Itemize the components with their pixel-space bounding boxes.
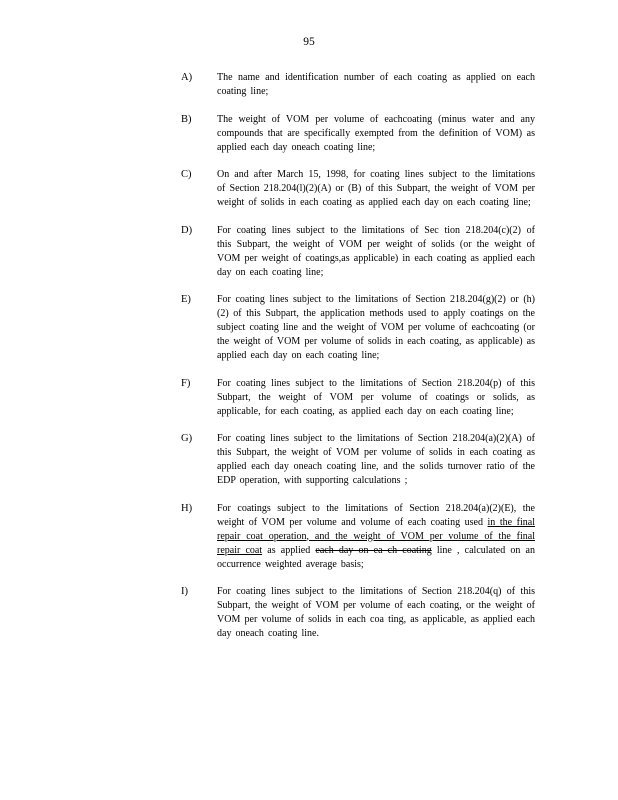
item-text: For coating lines subject to the limitations of Section 218.204(p) of this Subpart, the weight of VOM per volume of coatings or solids, as applicable, for each coating, as applied each day on each coating line; (217, 377, 535, 417)
item-text-part: line , calculated on an occurrence weighted average basis; (217, 544, 535, 570)
strikethrough-deletion: each day on ea ch coating (315, 544, 432, 556)
list-item-b (181, 113, 551, 155)
item-text: For coating lines subject to the limitations of Sec tion 218.204(c)(2) of this Subpart, the weight of VOM per weight of solids (or the weight of VOM per weight of coatings,as applicable) in each coating as applied each day on each coating line; (217, 224, 535, 278)
list-item-f (181, 377, 551, 419)
item-letter: F) (181, 377, 191, 389)
item-letter: D) (181, 224, 193, 236)
item-letter: G) (181, 433, 193, 444)
list-item-g (181, 432, 551, 488)
page-number: 95 (303, 36, 315, 48)
list-item-c (181, 168, 551, 210)
item-text (217, 502, 535, 572)
requirements-list (181, 71, 551, 655)
item-text: For coating lines subject to the limitations of Section 218.204(q) of this Subpart, the weight of VOM per volume of each coating, or the weight of VOM per volume of solids in each coa ting, as applicable, as applied each day oneach coating line. (217, 586, 535, 639)
item-text-part: For coatings subject to the limitations of Section 218.204(a)(2)(E), the weight of VOM per volume and volume of each coating used (217, 502, 535, 528)
item-letter: I) (181, 586, 188, 597)
list-item-h (181, 502, 551, 572)
item-text-part: as applied (262, 544, 316, 556)
item-letter: E) (181, 294, 191, 305)
item-letter: C) (181, 169, 192, 180)
item-letter: H) (181, 502, 193, 514)
item-text: The weight of VOM per volume of eachcoating (minus water and any compounds that are specifically exempted from the definition of VOM) as applied each day oneach coating line; (217, 113, 535, 153)
list-item-e (181, 293, 551, 363)
list-item-a (181, 71, 551, 99)
item-text: On and after March 15, 1998, for coating lines subject to the limitations of Section 218.204(l)(2)(A) or (B) of this Subpart, the weight of VOM per weight of solids in each coating as applied each day on each coating line; (217, 169, 535, 208)
item-text: The name and identification number of each coating as applied on each coating line; (217, 72, 535, 97)
list-item-i (181, 585, 551, 641)
list-item-d (181, 224, 551, 280)
item-letter: A) (181, 72, 193, 83)
item-text: For coating lines subject to the limitations of Section 218.204(g)(2) or (h)(2) of this Subpart, the application methods used to apply coatings on the subject coating line and the weight of VOM per volume of eachcoating (or the weight of VOM per volume of solids in each coating, as applicable) as applied each day on each coating line; (217, 294, 535, 361)
item-letter: B) (181, 113, 192, 125)
underlined-insertion: in the final repair coat operation, and the weight of VOM per volume of the final repair coat (217, 516, 535, 556)
item-text: For coating lines subject to the limitations of Section 218.204(a)(2)(A) of this Subpart, the weight of VOM per volume of solids in each coating as applied each day oneach coating line, and the solids turnover ratio of the EDP operation, with supporting calculations ; (217, 433, 535, 486)
